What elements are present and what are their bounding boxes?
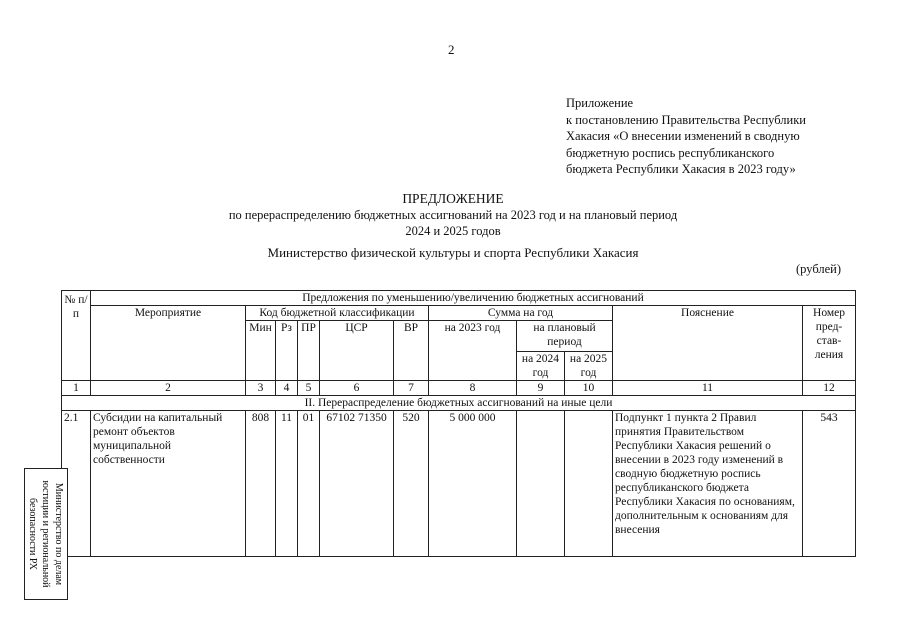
header-min: Мин — [246, 321, 276, 381]
column-number: 8 — [429, 381, 517, 396]
column-number: 12 — [803, 381, 856, 396]
header-rz: Рз — [276, 321, 298, 381]
column-number: 10 — [565, 381, 613, 396]
section-heading: II. Перераспределение бюджетных ассигнований на иные цели — [62, 396, 856, 411]
ministry-name: Министерство физической культуры и спорта Республики Хакасия — [267, 245, 639, 260]
row-vr: 520 — [394, 411, 429, 557]
row-activity: Субсидии на капитальный ремонт объектов муниципальной собственности — [91, 411, 246, 557]
row-min: 808 — [246, 411, 276, 557]
header-2024: на 2024 год — [517, 352, 565, 381]
row-csr: 67102 71350 — [320, 411, 394, 557]
stamp-line: Министерство по делам — [53, 482, 64, 586]
document-title: ПРЕДЛОЖЕНИЕ — [402, 191, 504, 206]
column-number: 2 — [91, 381, 246, 396]
column-number: 7 — [394, 381, 429, 396]
table-row — [62, 411, 856, 557]
row-submission: 543 — [803, 411, 856, 557]
stamp-line: безопасности РХ — [27, 498, 38, 570]
header-activity: Мероприятие — [91, 306, 246, 381]
header-csr: ЦСР — [320, 321, 394, 381]
document-subtitle-period: 2024 и 2025 годов — [405, 224, 501, 238]
appendix-block — [566, 95, 806, 178]
document-subtitle: по перераспределению бюджетных ассигнований на 2023 год и на плановый период — [228, 208, 678, 222]
header-vr: ВР — [394, 321, 429, 381]
column-number: 4 — [276, 381, 298, 396]
row-explanation: Подпункт 1 пункта 2 Правил принятия Правительством Республики Хакасия решений о внесении в 2023 году изменений в сводную бюджетную роспись республиканского бюджета Республики Хакасия по основаниям, дополнительным к основаниям для внесения — [613, 411, 803, 557]
appendix-line: Приложение — [566, 96, 634, 110]
row-rz: 11 — [276, 411, 298, 557]
column-number: 1 — [62, 381, 91, 396]
appendix-line: Хакасия «О внесении изменений в сводную — [566, 129, 800, 143]
header-proposals: Предложения по уменьшению/увеличению бюджетных ассигнований — [91, 291, 856, 306]
header-planned-period: на плановый период — [517, 321, 613, 352]
header-explanation: Пояснение — [613, 306, 803, 381]
page-number: 2 — [448, 42, 455, 57]
column-number: 5 — [298, 381, 320, 396]
row-2023: 5 000 000 — [429, 411, 517, 557]
appendix-line: бюджетную роспись республиканского — [566, 145, 775, 160]
row-2024 — [517, 411, 565, 557]
header-2023: на 2023 год — [429, 321, 517, 381]
header-submission-number: Номер пред-став-ления — [803, 306, 856, 381]
appendix-line: к постановлению Правительства Республики — [566, 112, 806, 127]
row-num: 2.1 — [62, 411, 91, 557]
appendix-line: бюджета Республики Хакасия в 2023 году» — [566, 162, 796, 176]
units-label: (рублей) — [796, 262, 842, 276]
header-code-group: Код бюджетной классификации — [246, 306, 429, 321]
column-number: 6 — [320, 381, 394, 396]
ministry-stamp — [24, 468, 68, 600]
stamp-line: юстиции и региональной — [40, 480, 51, 588]
column-number: 11 — [613, 381, 803, 396]
row-2025 — [565, 411, 613, 557]
header-sum-group: Сумма на год — [429, 306, 613, 321]
row-pr: 01 — [298, 411, 320, 557]
column-number: 9 — [517, 381, 565, 396]
header-pr: ПР — [298, 321, 320, 381]
column-number: 3 — [246, 381, 276, 396]
budget-table — [61, 290, 856, 557]
header-2025: на 2025 год — [565, 352, 613, 381]
header-num: № п/п — [62, 291, 91, 381]
